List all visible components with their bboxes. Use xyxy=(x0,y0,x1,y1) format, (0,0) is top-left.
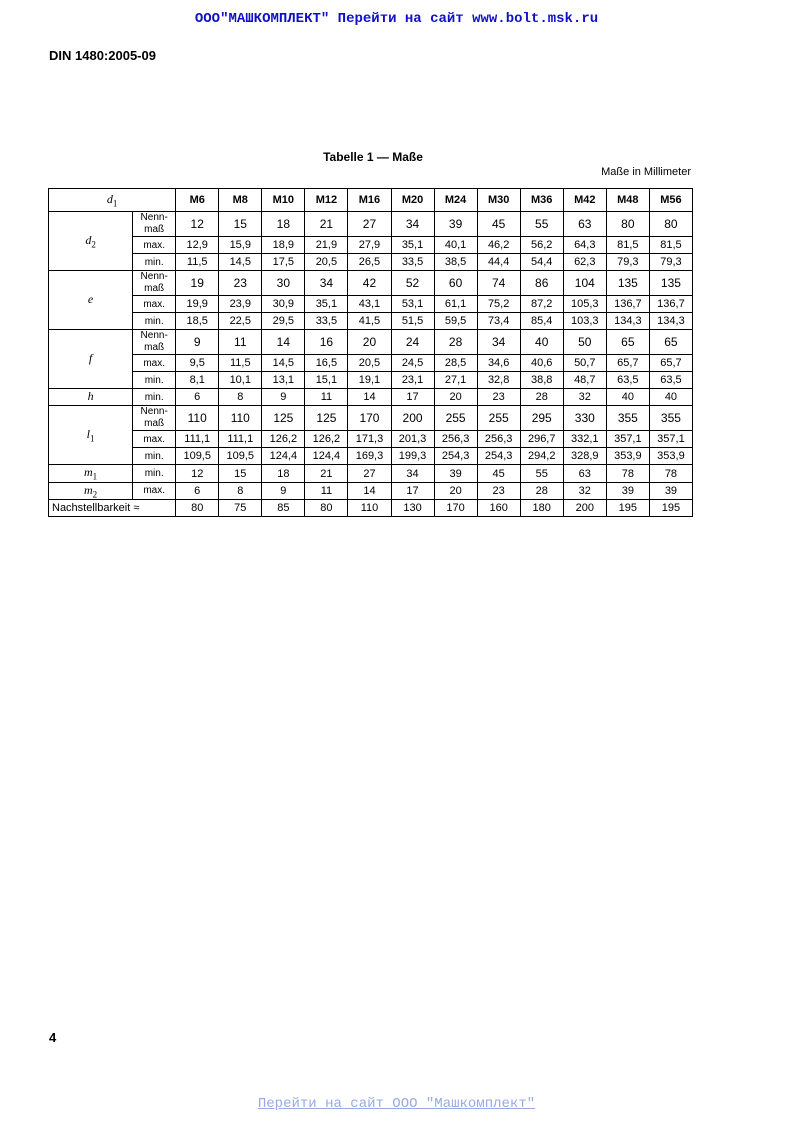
value-cell: 39 xyxy=(434,465,477,482)
value-cell: 40,6 xyxy=(520,355,563,372)
size-header: M20 xyxy=(391,189,434,212)
value-cell: 20 xyxy=(434,389,477,406)
value-cell: 9 xyxy=(262,389,305,406)
value-cell: 78 xyxy=(649,465,692,482)
value-cell: 55 xyxy=(520,465,563,482)
value-cell: 160 xyxy=(477,500,520,517)
value-cell: 15 xyxy=(219,465,262,482)
value-cell: 201,3 xyxy=(391,431,434,448)
row-label: max. xyxy=(133,296,176,313)
value-cell: 6 xyxy=(176,482,219,499)
value-cell: 6 xyxy=(176,389,219,406)
value-cell: 75,2 xyxy=(477,296,520,313)
units-note: Maße in Millimeter xyxy=(601,166,691,178)
value-cell: 9 xyxy=(262,482,305,499)
value-cell: 296,7 xyxy=(520,431,563,448)
nachstellbarkeit-label: Nachstellbarkeit ≈ xyxy=(49,500,176,517)
value-cell: 21 xyxy=(305,465,348,482)
value-cell: 254,3 xyxy=(477,448,520,465)
value-cell: 32,8 xyxy=(477,372,520,389)
value-cell: 55 xyxy=(520,212,563,237)
value-cell: 109,5 xyxy=(219,448,262,465)
value-cell: 53,1 xyxy=(391,296,434,313)
value-cell: 38,8 xyxy=(520,372,563,389)
value-cell: 11 xyxy=(305,389,348,406)
value-cell: 8,1 xyxy=(176,372,219,389)
value-cell: 199,3 xyxy=(391,448,434,465)
value-cell: 81,5 xyxy=(649,237,692,254)
value-cell: 79,3 xyxy=(649,254,692,271)
value-cell: 63 xyxy=(563,465,606,482)
table-title: Tabelle 1 — Maße xyxy=(323,150,423,164)
value-cell: 22,5 xyxy=(219,313,262,330)
value-cell: 14 xyxy=(348,482,391,499)
value-cell: 355 xyxy=(606,406,649,431)
m2-symbol-cell xyxy=(49,482,133,499)
page-number: 4 xyxy=(49,1030,57,1045)
value-cell: 16 xyxy=(305,330,348,355)
value-cell: 110 xyxy=(348,500,391,517)
value-cell: 169,3 xyxy=(348,448,391,465)
value-cell: 136,7 xyxy=(606,296,649,313)
value-cell: 23 xyxy=(219,271,262,296)
row-label: min. xyxy=(133,448,176,465)
value-cell: 255 xyxy=(434,406,477,431)
value-cell: 40,1 xyxy=(434,237,477,254)
value-cell: 87,2 xyxy=(520,296,563,313)
value-cell: 39 xyxy=(434,212,477,237)
value-cell: 332,1 xyxy=(563,431,606,448)
value-cell: 79,3 xyxy=(606,254,649,271)
value-cell: 63,5 xyxy=(606,372,649,389)
value-cell: 28 xyxy=(520,389,563,406)
value-cell: 294,2 xyxy=(520,448,563,465)
value-cell: 63 xyxy=(563,212,606,237)
table-row xyxy=(49,389,693,406)
value-cell: 110 xyxy=(219,406,262,431)
value-cell: 43,1 xyxy=(348,296,391,313)
value-cell: 41,5 xyxy=(348,313,391,330)
size-header: M42 xyxy=(563,189,606,212)
site-link-bottom[interactable]: Перейти на сайт ООО "Машкомплект" xyxy=(257,1096,536,1112)
value-cell: 48,7 xyxy=(563,372,606,389)
value-cell: 34 xyxy=(305,271,348,296)
symbol: $d_2$ xyxy=(85,232,96,250)
symbol: $m_2$ xyxy=(83,482,98,500)
value-cell: 130 xyxy=(391,500,434,517)
value-cell: 16,5 xyxy=(305,355,348,372)
value-cell: 35,1 xyxy=(305,296,348,313)
value-cell: 170 xyxy=(434,500,477,517)
value-cell: 125 xyxy=(305,406,348,431)
value-cell: 28,5 xyxy=(434,355,477,372)
e-symbol-cell xyxy=(49,271,133,330)
row-label: max. xyxy=(133,482,176,499)
value-cell: 12 xyxy=(176,465,219,482)
value-cell: 42 xyxy=(348,271,391,296)
value-cell: 171,3 xyxy=(348,431,391,448)
value-cell: 12 xyxy=(176,212,219,237)
value-cell: 64,3 xyxy=(563,237,606,254)
value-cell: 111,1 xyxy=(176,431,219,448)
d2-symbol-cell xyxy=(49,212,133,271)
value-cell: 62,3 xyxy=(563,254,606,271)
value-cell: 109,5 xyxy=(176,448,219,465)
value-cell: 110 xyxy=(176,406,219,431)
table-row xyxy=(49,465,693,482)
value-cell: 78 xyxy=(606,465,649,482)
value-cell: 73,4 xyxy=(477,313,520,330)
table-row xyxy=(49,237,693,254)
value-cell: 9 xyxy=(176,330,219,355)
header-row xyxy=(49,189,693,212)
row-label: Nenn-maß xyxy=(133,406,176,431)
value-cell: 40 xyxy=(606,389,649,406)
value-cell: 12,9 xyxy=(176,237,219,254)
value-cell: 65,7 xyxy=(649,355,692,372)
value-cell: 103,3 xyxy=(563,313,606,330)
value-cell: 26,5 xyxy=(348,254,391,271)
value-cell: 256,3 xyxy=(477,431,520,448)
value-cell: 23,1 xyxy=(391,372,434,389)
size-header: M36 xyxy=(520,189,563,212)
value-cell: 46,2 xyxy=(477,237,520,254)
value-cell: 35,1 xyxy=(391,237,434,254)
value-cell: 40 xyxy=(520,330,563,355)
value-cell: 180 xyxy=(520,500,563,517)
value-cell: 11 xyxy=(305,482,348,499)
value-cell: 27 xyxy=(348,212,391,237)
value-cell: 21 xyxy=(305,212,348,237)
row-label: min. xyxy=(133,254,176,271)
table-row xyxy=(49,500,693,517)
value-cell: 14 xyxy=(262,330,305,355)
value-cell: 20 xyxy=(434,482,477,499)
value-cell: 17 xyxy=(391,389,434,406)
size-header: M24 xyxy=(434,189,477,212)
value-cell: 104 xyxy=(563,271,606,296)
value-cell: 34,6 xyxy=(477,355,520,372)
d1-header: $d_1$ xyxy=(49,189,176,212)
value-cell: 21,9 xyxy=(305,237,348,254)
row-label: max. xyxy=(133,237,176,254)
table-row xyxy=(49,355,693,372)
value-cell: 86 xyxy=(520,271,563,296)
value-cell: 19,9 xyxy=(176,296,219,313)
value-cell: 256,3 xyxy=(434,431,477,448)
value-cell: 135 xyxy=(606,271,649,296)
value-cell: 50,7 xyxy=(563,355,606,372)
value-cell: 63,5 xyxy=(649,372,692,389)
symbol: $l_1$ xyxy=(86,427,95,444)
value-cell: 29,5 xyxy=(262,313,305,330)
value-cell: 33,5 xyxy=(305,313,348,330)
value-cell: 328,9 xyxy=(563,448,606,465)
l1-symbol-cell xyxy=(49,406,133,465)
value-cell: 65 xyxy=(649,330,692,355)
value-cell: 30,9 xyxy=(262,296,305,313)
value-cell: 14,5 xyxy=(219,254,262,271)
size-header: M56 xyxy=(649,189,692,212)
symbol: h xyxy=(87,389,94,403)
site-link-top[interactable]: ООО"МАШКОМПЛЕКТ" Перейти на сайт www.bolt.msk.ru xyxy=(194,11,599,27)
value-cell: 65,7 xyxy=(606,355,649,372)
value-cell: 11,5 xyxy=(219,355,262,372)
value-cell: 27 xyxy=(348,465,391,482)
value-cell: 74 xyxy=(477,271,520,296)
size-header: M10 xyxy=(262,189,305,212)
table-row xyxy=(49,271,693,296)
value-cell: 24,5 xyxy=(391,355,434,372)
value-cell: 24 xyxy=(391,330,434,355)
row-label: Nenn-maß xyxy=(133,271,176,296)
value-cell: 28 xyxy=(520,482,563,499)
value-cell: 124,4 xyxy=(305,448,348,465)
value-cell: 105,3 xyxy=(563,296,606,313)
value-cell: 45 xyxy=(477,212,520,237)
value-cell: 19 xyxy=(176,271,219,296)
size-header: M30 xyxy=(477,189,520,212)
size-header: M16 xyxy=(348,189,391,212)
value-cell: 111,1 xyxy=(219,431,262,448)
h-symbol-cell xyxy=(49,389,133,406)
value-cell: 34 xyxy=(391,465,434,482)
value-cell: 51,5 xyxy=(391,313,434,330)
value-cell: 17 xyxy=(391,482,434,499)
table-row xyxy=(49,372,693,389)
value-cell: 15,1 xyxy=(305,372,348,389)
value-cell: 80 xyxy=(176,500,219,517)
f-symbol-cell xyxy=(49,330,133,389)
value-cell: 32 xyxy=(563,389,606,406)
value-cell: 80 xyxy=(606,212,649,237)
value-cell: 124,4 xyxy=(262,448,305,465)
row-label: min. xyxy=(133,313,176,330)
value-cell: 34 xyxy=(477,330,520,355)
value-cell: 295 xyxy=(520,406,563,431)
table-row xyxy=(49,313,693,330)
m1-symbol-cell xyxy=(49,465,133,482)
value-cell: 8 xyxy=(219,389,262,406)
document-id: DIN 1480:2005-09 xyxy=(49,48,156,63)
value-cell: 19,1 xyxy=(348,372,391,389)
value-cell: 33,5 xyxy=(391,254,434,271)
value-cell: 255 xyxy=(477,406,520,431)
value-cell: 65 xyxy=(606,330,649,355)
value-cell: 80 xyxy=(649,212,692,237)
value-cell: 34 xyxy=(391,212,434,237)
value-cell: 80 xyxy=(305,500,348,517)
symbol: $m_1$ xyxy=(83,465,98,482)
value-cell: 52 xyxy=(391,271,434,296)
value-cell: 18 xyxy=(262,212,305,237)
value-cell: 23,9 xyxy=(219,296,262,313)
table-row xyxy=(49,212,693,237)
value-cell: 15 xyxy=(219,212,262,237)
value-cell: 20,5 xyxy=(348,355,391,372)
value-cell: 18 xyxy=(262,465,305,482)
value-cell: 8 xyxy=(219,482,262,499)
value-cell: 54,4 xyxy=(520,254,563,271)
value-cell: 18,9 xyxy=(262,237,305,254)
value-cell: 200 xyxy=(563,500,606,517)
value-cell: 134,3 xyxy=(606,313,649,330)
value-cell: 126,2 xyxy=(262,431,305,448)
value-cell: 59,5 xyxy=(434,313,477,330)
value-cell: 28 xyxy=(434,330,477,355)
row-label: max. xyxy=(133,431,176,448)
value-cell: 170 xyxy=(348,406,391,431)
value-cell: 50 xyxy=(563,330,606,355)
value-cell: 11,5 xyxy=(176,254,219,271)
value-cell: 85 xyxy=(262,500,305,517)
value-cell: 17,5 xyxy=(262,254,305,271)
value-cell: 136,7 xyxy=(649,296,692,313)
row-label: max. xyxy=(133,355,176,372)
row-label: Nenn-maß xyxy=(133,212,176,237)
row-label: min. xyxy=(133,389,176,406)
value-cell: 32 xyxy=(563,482,606,499)
value-cell: 27,9 xyxy=(348,237,391,254)
value-cell: 195 xyxy=(606,500,649,517)
value-cell: 200 xyxy=(391,406,434,431)
value-cell: 9,5 xyxy=(176,355,219,372)
value-cell: 135 xyxy=(649,271,692,296)
value-cell: 353,9 xyxy=(649,448,692,465)
value-cell: 75 xyxy=(219,500,262,517)
value-cell: 14 xyxy=(348,389,391,406)
value-cell: 357,1 xyxy=(606,431,649,448)
value-cell: 23 xyxy=(477,482,520,499)
value-cell: 39 xyxy=(649,482,692,499)
value-cell: 126,2 xyxy=(305,431,348,448)
value-cell: 81,5 xyxy=(606,237,649,254)
value-cell: 18,5 xyxy=(176,313,219,330)
table-row xyxy=(49,448,693,465)
value-cell: 254,3 xyxy=(434,448,477,465)
value-cell: 30 xyxy=(262,271,305,296)
table-row xyxy=(49,406,693,431)
row-label: Nenn-maß xyxy=(133,330,176,355)
value-cell: 27,1 xyxy=(434,372,477,389)
value-cell: 40 xyxy=(649,389,692,406)
value-cell: 10,1 xyxy=(219,372,262,389)
value-cell: 355 xyxy=(649,406,692,431)
value-cell: 85,4 xyxy=(520,313,563,330)
value-cell: 38,5 xyxy=(434,254,477,271)
value-cell: 23 xyxy=(477,389,520,406)
table-row xyxy=(49,254,693,271)
value-cell: 195 xyxy=(649,500,692,517)
size-header: M12 xyxy=(305,189,348,212)
size-header: M6 xyxy=(176,189,219,212)
dimensions-table xyxy=(48,188,693,517)
value-cell: 45 xyxy=(477,465,520,482)
value-cell: 14,5 xyxy=(262,355,305,372)
value-cell: 13,1 xyxy=(262,372,305,389)
row-label: min. xyxy=(133,372,176,389)
value-cell: 39 xyxy=(606,482,649,499)
value-cell: 357,1 xyxy=(649,431,692,448)
table-row xyxy=(49,330,693,355)
size-header: M8 xyxy=(219,189,262,212)
value-cell: 11 xyxy=(219,330,262,355)
value-cell: 61,1 xyxy=(434,296,477,313)
table-row xyxy=(49,296,693,313)
value-cell: 134,3 xyxy=(649,313,692,330)
row-label: min. xyxy=(133,465,176,482)
table-row xyxy=(49,482,693,499)
value-cell: 125 xyxy=(262,406,305,431)
size-header: M48 xyxy=(606,189,649,212)
symbol: e xyxy=(87,291,94,306)
value-cell: 60 xyxy=(434,271,477,296)
value-cell: 330 xyxy=(563,406,606,431)
value-cell: 20 xyxy=(348,330,391,355)
value-cell: 20,5 xyxy=(305,254,348,271)
value-cell: 56,2 xyxy=(520,237,563,254)
value-cell: 15,9 xyxy=(219,237,262,254)
symbol: f xyxy=(88,350,93,365)
value-cell: 353,9 xyxy=(606,448,649,465)
table-row xyxy=(49,431,693,448)
value-cell: 44,4 xyxy=(477,254,520,271)
